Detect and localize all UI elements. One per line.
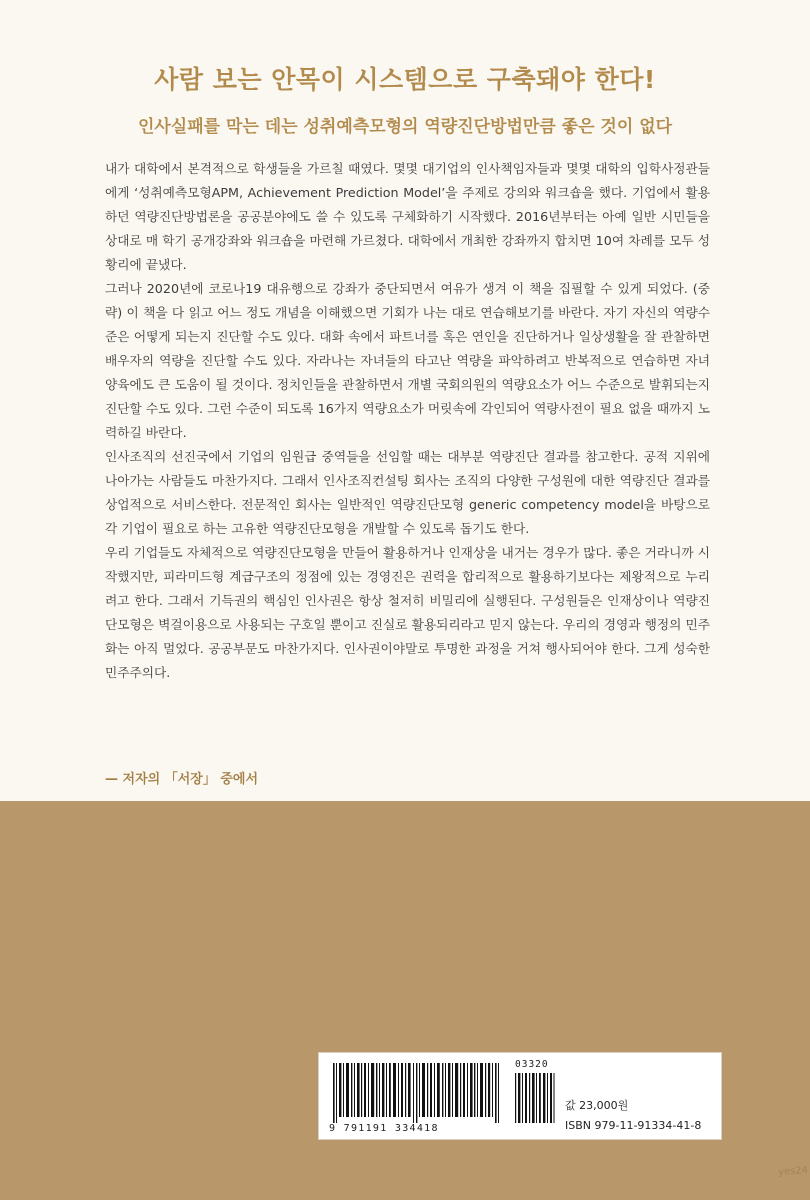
paragraph: 내가 대학에서 본격적으로 학생들을 가르칠 때였다. 몇몇 대기업의 인사책임자들과 몇몇 대학의 입학사정관들에게 ‘성취예측모형APM, Achievement Prediction Model’을 주제로 강의와 워크숍을 했다. 기업에서 활용하던 역량진단방법론을 공공분야에도 쓸 수 있도록 구체화하기 시작했다. 2016년부터는 아예 일반 시민들을 상대로 매 학기 공개강좌와 워크숍을 마련해 가르쳤다. 대학에서 개최한 강좌까지 합치면 10여 차례를 모두 성황리에 끝냈다. <box>105 161 710 272</box>
paragraph: 우리 기업들도 자체적으로 역량진단모형을 만들어 활용하거나 인재상을 내거는 경우가 많다. 좋은 거라니까 시작했지만, 피라미드형 계급구조의 정점에 있는 경영진은 권력을 합리적으로 활용하기보다는 제왕적으로 누리려고 한다. 그래서 기득권의 핵심인 인사권은 항상 철저히 비밀리에 실행된다. 구성원들은 인재상이나 역량진단모형은 벽걸이용으로 사용되는 구호일 뿐이고 진실로 활용되리라고 믿지 않는다. 우리의 경영과 행정의 민주화는 아직 멀었다. 공공부문도 마찬가지다. 인사권이야말로 투명한 과정을 거쳐 행사되어야 한다. 그게 성숙한 민주주의다. <box>105 545 710 680</box>
isbn: ISBN 979-11-91334-41-8 <box>565 1119 702 1132</box>
paragraph: 인사조직의 선진국에서 기업의 임원급 중역들을 선임할 때는 대부분 역량진단 결과를 참고한다. 공적 지위에 나아가는 사람들도 마찬가지다. 그래서 인사조직컨설팅 회사는 조직의 다양한 구성원에 대한 역량진단 결과를 상업적으로 서비스한다. 전문적인 회사는 일반적인 역량진단모형 generic competency model을 바탕으로 각 기업이 필요로 하는 고유한 역량진단모형을 개발할 수 있도록 돕기도 한다. <box>105 449 710 536</box>
paragraph: 그러나 2020년에 코로나19 대유행으로 강좌가 중단되면서 여유가 생겨 이 책을 집필할 수 있게 되었다. (중략) 이 책을 다 읽고 어느 정도 개념을 이해했으면 기회가 나는 대로 연습해보기를 바란다. 자기 자신의 역량수준은 어떻게 되는지 진단할 수도 있다. 대화 속에서 파트너를 혹은 연인을 진단하거나 일상생활을 잘 관찰하면 배우자의 역량을 진단할 수도 있다. 자라나는 자녀들의 타고난 역량을 파악하려고 반복적으로 연습하면 자녀 양육에도 큰 도움이 될 것이다. 정치인들을 관찰하면서 개별 국회의원의 역량요소가 어느 수준으로 발휘되는지 진단할 수도 있다. 그런 수준이 되도록 16가지 역량요소가 머릿속에 각인되어 역량사전이 필요 없을 때까지 노력하길 바란다. <box>105 281 710 440</box>
price: 값 23,000원 <box>565 1099 629 1112</box>
attribution: — 저자의 「서장」 중에서 <box>105 772 259 787</box>
watermark: yes24 <box>777 1164 809 1179</box>
barcode-bars <box>333 1063 503 1123</box>
addon-barcode-bars <box>515 1073 555 1123</box>
barcode-digits: 9 791191 334418 <box>329 1123 439 1134</box>
headline: 사람 보는 안목이 시스템으로 구축돼야 한다! <box>154 65 656 94</box>
barcode-label <box>318 1052 722 1140</box>
subheadline: 인사실패를 막는 데는 성취예측모형의 역량진단방법만큼 좋은 것이 없다 <box>137 117 673 137</box>
excerpt-body <box>105 157 710 685</box>
lower-brown-band <box>0 801 810 1200</box>
addon-digits: 03320 <box>515 1059 549 1070</box>
